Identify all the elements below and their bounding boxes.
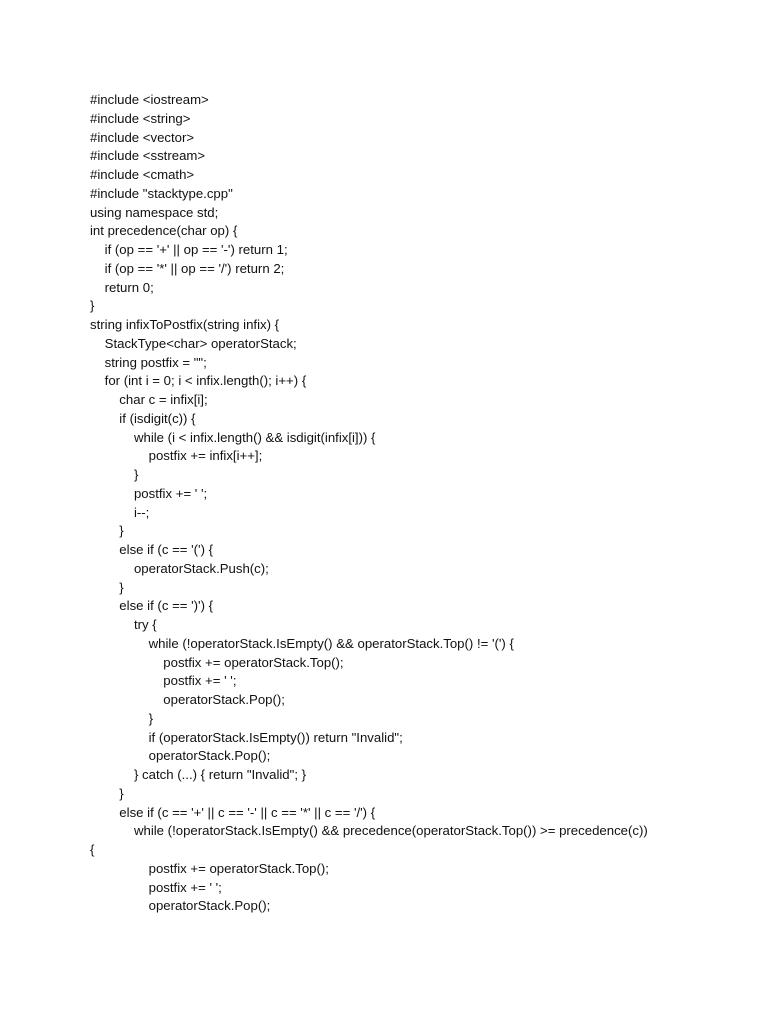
code-line: postfix += operatorStack.Top(); — [90, 654, 344, 670]
code-line: } — [90, 298, 95, 314]
code-line: } — [90, 785, 124, 801]
code-line: } — [90, 467, 139, 482]
code-line: if (op == '+' || op == '-') return 1; — [90, 242, 288, 257]
code-line: string postfix = ""; — [90, 354, 207, 370]
code-line: while (!operatorStack.IsEmpty() && precedence(operatorStack.Top()) >= precedence(c)) — [90, 823, 648, 839]
code-line: StackType<char> operatorStack; — [90, 335, 297, 351]
code-line: } catch (...) { return "Invalid"; } — [90, 767, 307, 782]
code-line: #include "stacktype.cpp" — [90, 185, 233, 201]
code-line: operatorStack.Pop(); — [90, 898, 271, 914]
code-line: operatorStack.Pop(); — [90, 692, 285, 707]
code-line: i--; — [90, 504, 150, 520]
code-line: #include <string> — [90, 110, 191, 126]
code-line: if (operatorStack.IsEmpty()) return "Invalid"; — [90, 729, 403, 745]
code-line: postfix += ' '; — [90, 485, 208, 501]
code-line: string infixToPostfix(string infix) { — [90, 317, 280, 332]
code-listing — [90, 91, 750, 916]
code-line: { — [90, 842, 95, 857]
code-line: using namespace std; — [90, 204, 219, 220]
code-line: postfix += infix[i++]; — [90, 448, 263, 464]
code-line: #include <iostream> — [90, 92, 209, 107]
code-line: for (int i = 0; i < infix.length(); i++) { — [90, 373, 307, 389]
code-line: while (i < infix.length() && isdigit(infix[i])) { — [90, 429, 376, 445]
code-line: if (isdigit(c)) { — [90, 410, 196, 426]
code-line: #include <sstream> — [90, 148, 206, 164]
code-line: else if (c == '+' || c == '-' || c == '*' || c == '/') { — [90, 804, 376, 820]
code-line: else if (c == '(') { — [90, 542, 214, 557]
code-line: int precedence(char op) { — [90, 223, 238, 239]
code-line: else if (c == ')') { — [90, 598, 214, 614]
code-line: #include <cmath> — [90, 167, 195, 182]
code-line: operatorStack.Pop(); — [90, 748, 271, 764]
code-line: operatorStack.Push(c); — [90, 560, 269, 576]
code-line: try { — [90, 617, 157, 632]
code-line: } — [90, 579, 124, 595]
code-line: } — [90, 523, 124, 539]
code-line: char c = infix[i]; — [90, 392, 208, 407]
code-line: postfix += ' '; — [90, 879, 222, 895]
code-line: #include <vector> — [90, 129, 195, 145]
code-line: postfix += operatorStack.Top(); — [90, 860, 329, 876]
code-line: return 0; — [90, 279, 154, 295]
code-line: postfix += ' '; — [90, 673, 237, 689]
code-line: } — [90, 710, 154, 726]
code-line: while (!operatorStack.IsEmpty() && operatorStack.Top() != '(') { — [90, 635, 514, 651]
code-line: if (op == '*' || op == '/') return 2; — [90, 260, 285, 276]
